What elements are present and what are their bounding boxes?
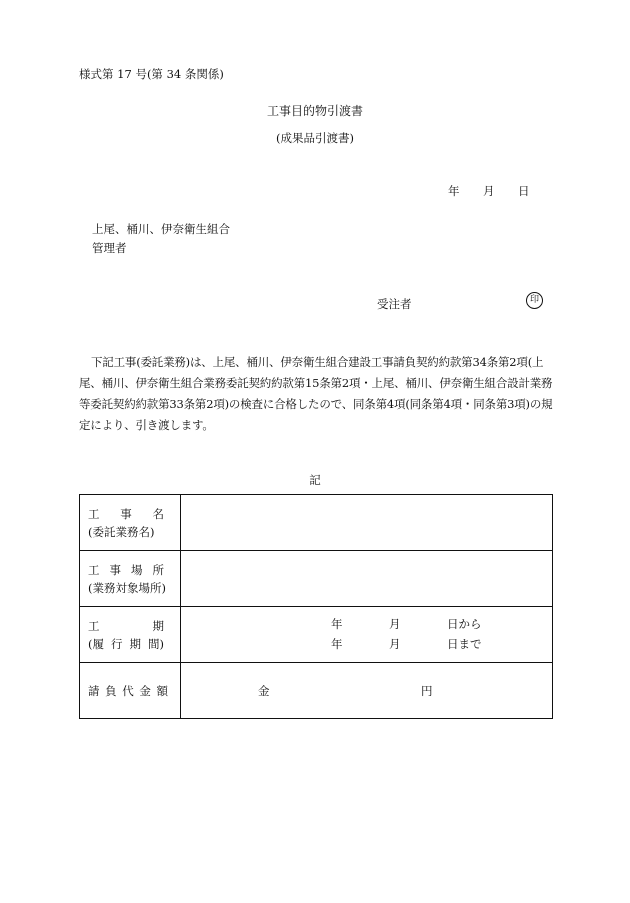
period-from-line (181, 616, 552, 634)
addressee-title: 管理者 (92, 241, 127, 255)
label-char: 場 (131, 562, 143, 577)
date-month-label: 月 (483, 184, 495, 198)
contractor-label: 受注者 (377, 297, 412, 311)
label-char: 行 (111, 636, 123, 651)
label-char: 負 (105, 683, 117, 698)
label-char: 所 (152, 562, 164, 577)
document-title: 工事目的物引渡書 (266, 104, 363, 118)
amount-suffix: 円 (421, 683, 433, 698)
form-number: 様式第 17 号(第 34 条関係) (79, 67, 224, 81)
contract-amount-value[interactable] (181, 663, 553, 719)
project-location-value[interactable] (181, 551, 553, 607)
label-period (80, 607, 181, 663)
table-row-project-location (80, 551, 553, 607)
date-year-label: 年 (448, 184, 460, 198)
period-from-month: 月 (389, 616, 401, 631)
label-char: 間) (148, 636, 164, 651)
table-row-contract-amount (80, 663, 553, 719)
label-char: (履 (88, 636, 104, 651)
table-row-project-name (80, 495, 553, 551)
ki-heading: 記 (309, 473, 321, 487)
period-to-month: 月 (389, 636, 401, 651)
label-char: 期 (129, 636, 141, 651)
seal-mark: 印 (526, 292, 543, 309)
label-sub: (委託業務名) (88, 524, 155, 539)
label-char: 名 (152, 506, 164, 521)
label-sub: (業務対象場所) (88, 580, 166, 595)
label-char: 請 (88, 683, 100, 698)
period-from-day: 日から (447, 616, 482, 631)
label-project-location (80, 551, 181, 607)
table-row-period (80, 607, 553, 663)
period-from-year: 年 (331, 616, 343, 631)
period-value[interactable] (181, 607, 553, 663)
period-to-line (181, 636, 552, 654)
details-table (79, 494, 553, 719)
date-day-label: 日 (518, 184, 530, 198)
label-char: 額 (156, 683, 168, 698)
label-char: 工 (88, 562, 100, 577)
label-project-name (80, 495, 181, 551)
label-char: 工 (88, 618, 100, 633)
label-char: 代 (122, 683, 134, 698)
document-subtitle: (成果品引渡書) (276, 131, 354, 145)
addressee: 上尾、桶川、伊奈衛生組合 (92, 222, 230, 236)
project-name-value[interactable] (181, 495, 553, 551)
period-to-day: 日まで (447, 636, 482, 651)
period-to-year: 年 (331, 636, 343, 651)
body-paragraph: 下記工事(委託業務)は、上尾、桶川、伊奈衛生組合建設工事請負契約約款第34条第2項(上尾、桶川、伊奈衛生組合業務委託契約約款第15条第2項・上尾、桶川、伊奈衛生組合設計業務等委託契約約款第33条第2項)の検査に合格したので、同条第4項(同条第4項・同条第3項)の規定により、引き渡します。 (79, 355, 553, 432)
label-char: 金 (139, 683, 151, 698)
label-char: 事 (120, 506, 132, 521)
label-char: 事 (109, 562, 121, 577)
amount-prefix: 金 (258, 683, 270, 698)
label-char: 工 (88, 506, 100, 521)
label-contract-amount (80, 663, 181, 719)
label-char: 期 (152, 618, 164, 633)
